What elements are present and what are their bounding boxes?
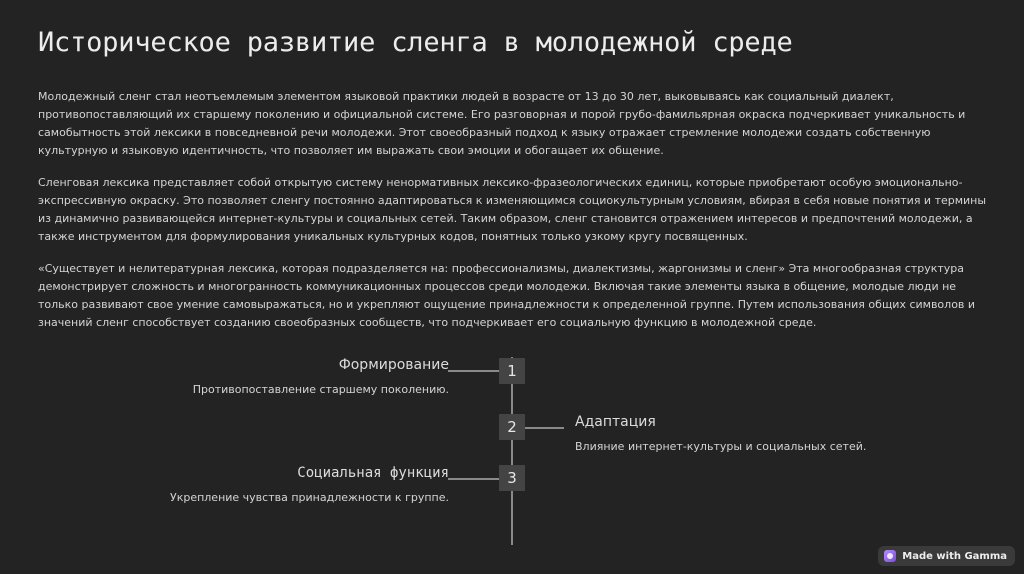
- badge-label: Made with Gamma: [902, 550, 1007, 562]
- timeline-step-description-2: Влияние интернет-культуры и социальных сетей.: [575, 440, 867, 453]
- timeline-step-number-3: 3: [499, 465, 525, 491]
- paragraph-1: Молодежный сленг стал неотъемлемым элементом языковой практики людей в возрасте от 13 до 30 лет, выковываясь как социальный диалект, противопоставляющий их старшему поколению и официальной системе. Его разговорная и порой грубо-фамильярная окраска подчеркивает уникальность и самобытность этой лексики в повседневной речи молодежи. Этот своеобразный подход к языку отражает стремление молодежи создать собственную культурную и языковую идентичность, что позволяет им выражать свои эмоции и обогащает их общение.: [38, 90, 966, 157]
- paragraph-2: Сленговая лексика представляет собой открытую систему ненормативных лексико-фразеологических единиц, которые приобретают особую эмоционально-экспрессивную окраску. Это позволяет сленгу постоянно адаптироваться к изменяющимся социокультурным условиям, вбирая в себя новые понятия и термины из динамично развивающейся интернет-культуры и социальных сетей. Таким образом, сленг становится отражением интересов и предпочтений молодежи, а также инструментом для формулирования уникальных культурных кодов, понятных только узкому кругу посвященных.: [38, 176, 987, 243]
- timeline-connector-3: [448, 478, 500, 480]
- timeline-step-number-1: 1: [499, 358, 525, 384]
- timeline-step-description-3: Укрепление чувства принадлежности к группе.: [169, 491, 449, 504]
- timeline-connector-1: [448, 370, 500, 372]
- timeline-step-number-2: 2: [499, 414, 525, 440]
- timeline-step-heading-2: Адаптация: [575, 414, 656, 430]
- timeline-step-heading-1: Формирование: [338, 357, 449, 373]
- page-title: Историческое развитие сленга в молодежной среде: [38, 27, 793, 58]
- paragraph-3: «Существует и нелитературная лексика, которая подразделяется на: профессионализмы, диалектизмы, жаргонизмы и сленг» Эта многообразная структура демонстрирует сложность и многогранность коммуникационных процессов среди молодежи. Включая такие элементы языка в общение, молодые люди не только развивают свое умение самовыражаться, но и укрепляют ощущение принадлежности к определенной группе. Путем использования общих символов и значений сленг способствует созданию своеобразных сообществ, что подчеркивает его социальную функцию в молодежной среде.: [38, 262, 976, 329]
- timeline-step-heading-3: Социальная функция: [297, 465, 449, 481]
- timeline-step-description-1: Противопоставление старшему поколению.: [192, 383, 449, 396]
- timeline-axis: [511, 357, 513, 545]
- gamma-logo-icon: [884, 550, 896, 562]
- made-with-gamma-badge[interactable]: [878, 546, 1015, 566]
- timeline-connector-2: [524, 427, 564, 429]
